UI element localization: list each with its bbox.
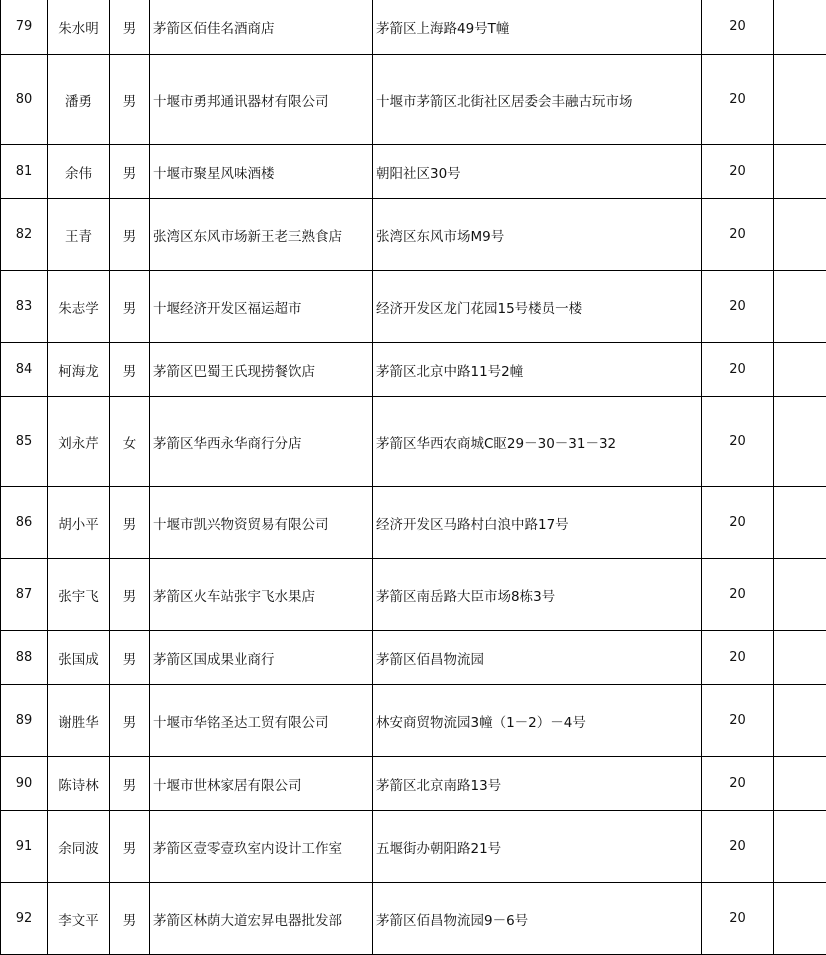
row-number-cell: 88 [1, 631, 48, 685]
amount-cell: 20 [702, 199, 774, 271]
gender-cell: 女 [110, 397, 150, 487]
row-number-cell: 91 [1, 811, 48, 883]
row-number-cell: 82 [1, 199, 48, 271]
business-address-cell: 茅箭区北京南路13号 [373, 757, 702, 811]
person-name-cell: 潘勇 [48, 55, 110, 145]
table-row [1, 199, 826, 271]
business-address-cell: 经济开发区马路村白浪中路17号 [373, 487, 702, 559]
row-number-cell: 87 [1, 559, 48, 631]
gender-cell: 男 [110, 55, 150, 145]
business-name-cell: 茅箭区壹零壹玖室内设计工作室 [150, 811, 373, 883]
business-address-cell: 茅箭区华西农商城C眍29－30－31－32 [373, 397, 702, 487]
business-name-cell: 茅箭区林荫大道宏昇电器批发部 [150, 883, 373, 955]
business-name-cell: 十堰经济开发区福运超市 [150, 271, 373, 343]
row-number-cell: 92 [1, 883, 48, 955]
amount-cell: 20 [702, 631, 774, 685]
person-name-cell: 朱水明 [48, 0, 110, 55]
row-number-cell: 90 [1, 757, 48, 811]
business-name-cell: 茅箭区巴蜀王氏现捞餐饮店 [150, 343, 373, 397]
amount-cell: 20 [702, 883, 774, 955]
row-number-cell: 89 [1, 685, 48, 757]
gender-cell: 男 [110, 487, 150, 559]
business-address-cell: 茅箭区北京中路11号2幢 [373, 343, 702, 397]
business-address-cell: 林安商贸物流园3幢（1－2）－4号 [373, 685, 702, 757]
row-number-cell: 80 [1, 55, 48, 145]
business-name-cell: 十堰市聚星风味酒楼 [150, 145, 373, 199]
business-name-cell: 茅箭区火车站张宇飞水果店 [150, 559, 373, 631]
person-name-cell: 余同波 [48, 811, 110, 883]
amount-cell: 20 [702, 685, 774, 757]
amount-cell: 20 [702, 55, 774, 145]
table-row [1, 55, 826, 145]
business-name-cell: 张湾区东风市场新王老三熟食店 [150, 199, 373, 271]
amount-cell: 20 [702, 0, 774, 55]
remarks-cell [774, 55, 826, 145]
person-name-cell: 张宇飞 [48, 559, 110, 631]
remarks-cell [774, 559, 826, 631]
person-name-cell: 陈诗林 [48, 757, 110, 811]
remarks-cell [774, 631, 826, 685]
amount-cell: 20 [702, 487, 774, 559]
gender-cell: 男 [110, 883, 150, 955]
business-address-cell: 经济开发区龙门花园15号楼员一楼 [373, 271, 702, 343]
business-address-cell: 五堰街办朝阳路21号 [373, 811, 702, 883]
gender-cell: 男 [110, 685, 150, 757]
row-number-cell: 79 [1, 0, 48, 55]
gender-cell: 男 [110, 343, 150, 397]
business-address-cell: 茅箭区佰昌物流园9－6号 [373, 883, 702, 955]
remarks-cell [774, 811, 826, 883]
person-name-cell: 张国成 [48, 631, 110, 685]
person-name-cell: 刘永芹 [48, 397, 110, 487]
business-name-cell: 茅箭区佰佳名酒商店 [150, 0, 373, 55]
remarks-cell [774, 199, 826, 271]
business-address-cell: 茅箭区南岳路大臣市场8栋3号 [373, 559, 702, 631]
row-number-cell: 84 [1, 343, 48, 397]
business-name-cell: 十堰市世林家居有限公司 [150, 757, 373, 811]
table-row [1, 811, 826, 883]
table-row [1, 559, 826, 631]
business-name-cell: 茅箭区华西永华商行分店 [150, 397, 373, 487]
remarks-cell [774, 883, 826, 955]
gender-cell: 男 [110, 0, 150, 55]
amount-cell: 20 [702, 271, 774, 343]
table-body [1, 0, 826, 955]
business-name-cell: 十堰市勇邦通讯器材有限公司 [150, 55, 373, 145]
table-row [1, 397, 826, 487]
remarks-cell [774, 685, 826, 757]
remarks-cell [774, 343, 826, 397]
business-address-cell: 朝阳社区30号 [373, 145, 702, 199]
person-name-cell: 王青 [48, 199, 110, 271]
remarks-cell [774, 397, 826, 487]
person-name-cell: 李文平 [48, 883, 110, 955]
row-number-cell: 85 [1, 397, 48, 487]
business-name-cell: 十堰市凯兴物资贸易有限公司 [150, 487, 373, 559]
person-name-cell: 朱志学 [48, 271, 110, 343]
table-row [1, 271, 826, 343]
remarks-cell [774, 0, 826, 55]
amount-cell: 20 [702, 757, 774, 811]
amount-cell: 20 [702, 559, 774, 631]
person-name-cell: 谢胜华 [48, 685, 110, 757]
amount-cell: 20 [702, 811, 774, 883]
table-row [1, 145, 826, 199]
remarks-cell [774, 271, 826, 343]
gender-cell: 男 [110, 631, 150, 685]
business-address-cell: 茅箭区上海路49号T幢 [373, 0, 702, 55]
gender-cell: 男 [110, 199, 150, 271]
business-address-cell: 十堰市茅箭区北街社区居委会丰融古玩市场 [373, 55, 702, 145]
row-number-cell: 83 [1, 271, 48, 343]
row-number-cell: 86 [1, 487, 48, 559]
person-name-cell: 柯海龙 [48, 343, 110, 397]
table-row [1, 487, 826, 559]
business-address-cell: 张湾区东风市场M9号 [373, 199, 702, 271]
remarks-cell [774, 757, 826, 811]
gender-cell: 男 [110, 559, 150, 631]
remarks-cell [774, 487, 826, 559]
person-name-cell: 胡小平 [48, 487, 110, 559]
amount-cell: 20 [702, 397, 774, 487]
amount-cell: 20 [702, 145, 774, 199]
gender-cell: 男 [110, 271, 150, 343]
gender-cell: 男 [110, 811, 150, 883]
business-name-cell: 十堰市华铭圣达工贸有限公司 [150, 685, 373, 757]
table-row [1, 685, 826, 757]
table-row [1, 883, 826, 955]
gender-cell: 男 [110, 757, 150, 811]
row-number-cell: 81 [1, 145, 48, 199]
amount-cell: 20 [702, 343, 774, 397]
remarks-cell [774, 145, 826, 199]
business-address-cell: 茅箭区佰昌物流园 [373, 631, 702, 685]
table-row [1, 757, 826, 811]
gender-cell: 男 [110, 145, 150, 199]
business-name-cell: 茅箭区国成果业商行 [150, 631, 373, 685]
person-name-cell: 余伟 [48, 145, 110, 199]
table-row [1, 0, 826, 55]
table-row [1, 631, 826, 685]
table-row [1, 343, 826, 397]
